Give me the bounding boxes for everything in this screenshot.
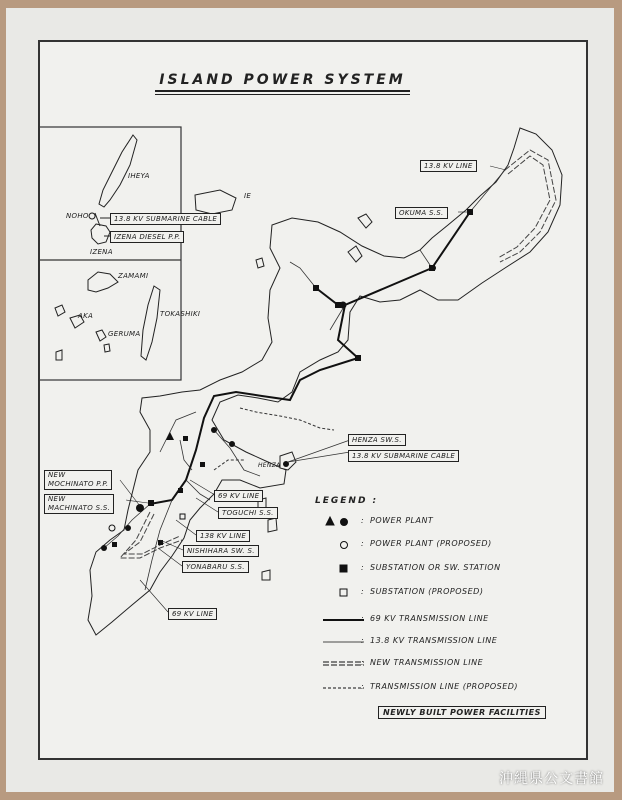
islet-a (358, 214, 372, 228)
legend-label-new-line: : NEW TRANSMISSION LINE (370, 658, 483, 667)
legend-label-69kv: : 69 KV TRANSMISSION LINE (370, 614, 489, 623)
zamami-island (88, 272, 118, 292)
substation-machinato (148, 500, 154, 506)
legend-label-proposed-line: : TRANSMISSION LINE (PROPOSED) (370, 682, 518, 691)
box-new-machinato: NEW MACHINATO S.S. (44, 494, 114, 514)
ie-island (195, 190, 236, 214)
tokashiki-island (141, 286, 160, 360)
label-geruma: GERUMA (108, 330, 141, 338)
small-isle-1 (55, 305, 65, 316)
power-plant-north (430, 265, 436, 271)
substation-e (112, 542, 117, 547)
legend-label-substation: : SUBSTATION OR SW. STATION (370, 563, 501, 572)
legend-row-69kv (315, 613, 575, 627)
legend-row-power-plant-proposed (315, 538, 575, 552)
label-ie: IE (244, 192, 252, 200)
box-yonabaru: YONABARU S.S. (182, 561, 249, 573)
legend-row-proposed-line (315, 681, 575, 695)
legend-label-power-plant: : POWER PLANT (370, 516, 433, 525)
label-izena: IZENA (90, 248, 113, 256)
archive-watermark: 沖縄県公文書館 (499, 771, 604, 787)
label-tokashiki: TOKASHIKI (160, 310, 201, 318)
label-aka: AKA (78, 312, 94, 320)
proposed-power-plant (109, 525, 115, 531)
box-69kv-line-a: 69 KV LINE (214, 490, 263, 502)
box-toguchi: TOGUCHI S.S. (218, 507, 278, 519)
geruma-island (96, 330, 106, 341)
label-zamami: ZAMAMI (118, 272, 149, 280)
substation-ishikawa (355, 355, 361, 361)
power-plant-henza (283, 461, 289, 467)
box-inset-submarine-cable: 13.8 KV SUBMARINE CABLE (110, 213, 221, 225)
izena-island (91, 224, 110, 244)
box-okuma: OKUMA S.S. (395, 207, 448, 219)
label-noho: NOHO (66, 212, 89, 220)
power-plant-center (340, 302, 347, 309)
label-iheya: IHEYA (128, 172, 150, 180)
substation-a (183, 436, 188, 441)
legend-row-substation-proposed (315, 586, 575, 600)
legend-row-substation (315, 562, 575, 576)
label-henza: HENZA (258, 462, 281, 469)
box-henza-cable: 13.8 KV SUBMARINE CABLE (348, 450, 459, 462)
power-plant-a (211, 427, 217, 433)
islet-e (268, 518, 277, 532)
legend-label-power-plant-proposed: : POWER PLANT (PROPOSED) (370, 539, 492, 548)
noho-island (89, 213, 95, 219)
power-plant-mochinato (136, 504, 144, 512)
islet-f (262, 570, 270, 580)
box-new-mochinato: NEW MOCHINATO P.P. (44, 470, 112, 490)
okinawa-island (88, 128, 562, 635)
legend-title: LEGEND : (315, 496, 379, 506)
small-isle-3 (56, 350, 62, 360)
box-henza-sw: HENZA SW.S. (348, 434, 406, 446)
legend-row-13kv (315, 635, 575, 649)
power-plant-b (229, 441, 235, 447)
map-title: ISLAND POWER SYSTEM (155, 72, 410, 92)
legend-label-13kv: : 13.8 KV TRANSMISSION LINE (370, 636, 497, 645)
power-plant-d (101, 545, 107, 551)
islet-c (256, 258, 264, 268)
power-plant-c (125, 525, 131, 531)
substation-c (178, 488, 183, 493)
box-138kv-line: 138 KV LINE (196, 530, 250, 542)
proposed-substation (180, 514, 185, 519)
box-nishihara: NISHIHARA SW. S. (183, 545, 259, 557)
newly-built-facilities-box: NEWLY BUILT POWER FACILITIES (378, 706, 546, 719)
box-izena-diesel: IZENA DIESEL P.P. (110, 231, 184, 243)
legend-label-substation-proposed: : SUBSTATION (PROPOSED) (370, 587, 483, 596)
substation-b (200, 462, 205, 467)
legend-row-power-plant (315, 515, 575, 529)
small-isle-2 (104, 344, 110, 352)
substation-nago (313, 285, 319, 291)
iheya-island (99, 135, 137, 207)
box-13kv-line-north: 13.8 KV LINE (420, 160, 477, 172)
legend-row-new-line (315, 657, 575, 671)
box-69kv-line-b: 69 KV LINE (168, 608, 217, 620)
